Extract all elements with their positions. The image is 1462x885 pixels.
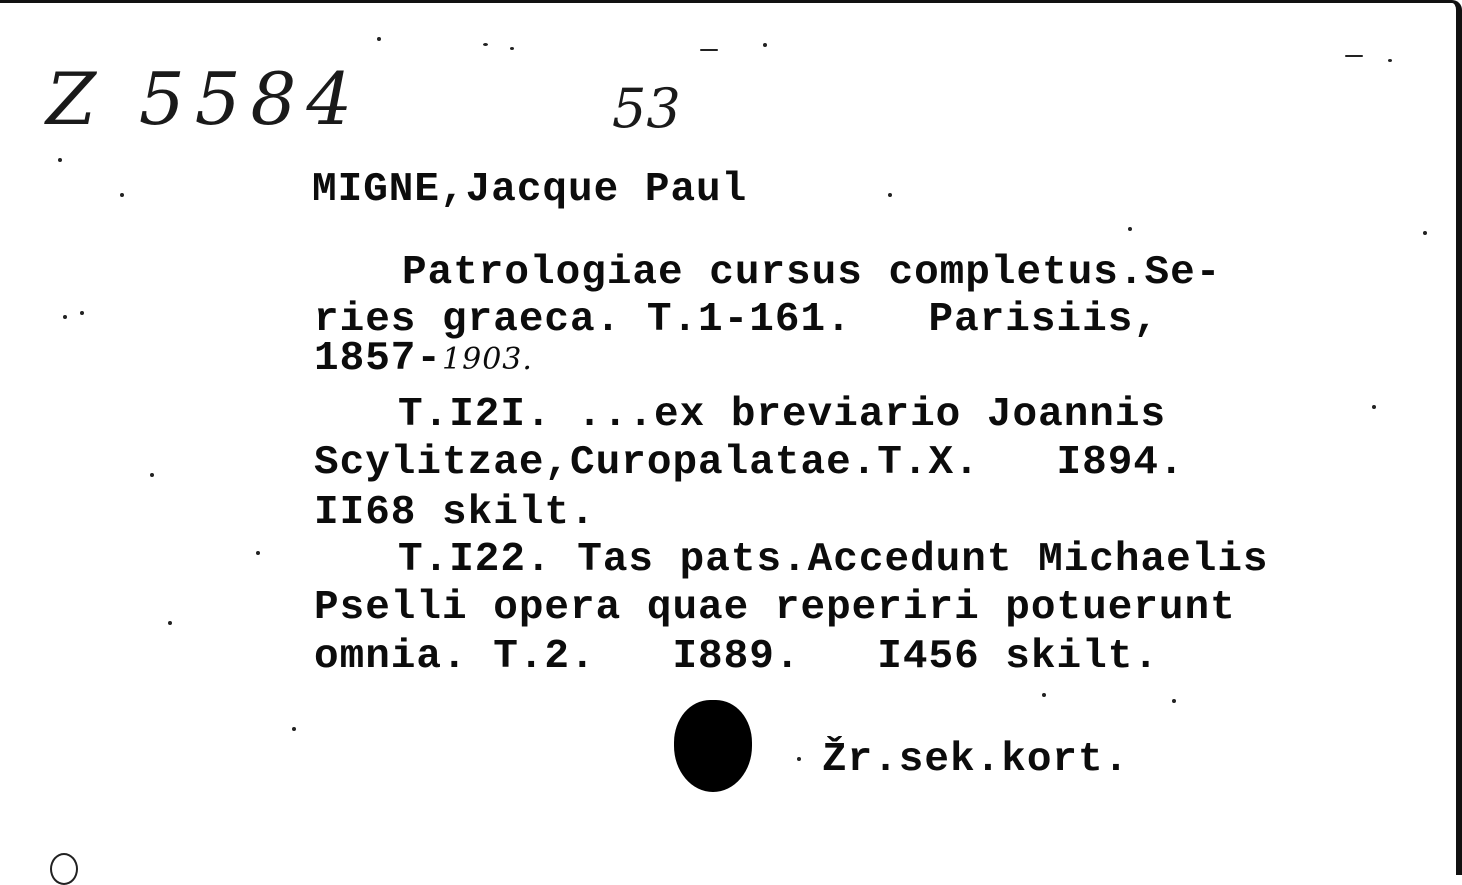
speck (256, 551, 260, 555)
entry2-line2: Scylitzae,Curopalatae.T.X. I894. (314, 440, 1185, 486)
punch-hole (674, 700, 752, 792)
speck (483, 43, 488, 46)
entry1-year-typed: 1857- (314, 336, 443, 382)
speck (700, 49, 718, 51)
speck (120, 193, 124, 197)
speck (63, 315, 67, 319)
entry2-line1: T.I2I. ...ex breviario Joannis (398, 392, 1167, 438)
speck (1388, 59, 1392, 62)
speck (510, 47, 514, 50)
speck (797, 757, 801, 761)
speck (1372, 405, 1376, 409)
entry1-line2: ries graeca. T.1-161. Parisiis, (314, 297, 1159, 343)
entry1-line3 (314, 336, 533, 382)
speck (377, 37, 381, 41)
speck (80, 311, 84, 315)
author-heading: MIGNE,Jacque Paul (312, 167, 748, 213)
speck (1128, 227, 1132, 231)
speck (292, 727, 296, 731)
location-note: Žr.sek.kort. (822, 737, 1130, 783)
speck (888, 193, 892, 197)
entry3-line1: T.I22. Tas pats.Accedunt Michaelis (398, 537, 1269, 583)
entry1-year-handwritten: 1903. (442, 342, 533, 377)
card-number: 53 (612, 77, 681, 140)
entry2-line3: II68 skilt. (314, 490, 596, 536)
speck (168, 621, 172, 625)
entry1-line1: Patrologiae cursus completus.Se- (402, 250, 1222, 296)
call-number: Z 5584 (46, 57, 363, 141)
speck (58, 158, 62, 162)
ring-mark (50, 853, 78, 885)
speck (1042, 693, 1046, 697)
entry3-line3: omnia. T.2. I889. I456 skilt. (314, 634, 1159, 680)
speck (1345, 55, 1363, 57)
speck (1423, 231, 1427, 235)
speck (763, 43, 767, 47)
speck (150, 473, 154, 477)
entry3-line2: Pselli opera quae reperiri potuerunt (314, 585, 1236, 631)
speck (1172, 699, 1176, 703)
